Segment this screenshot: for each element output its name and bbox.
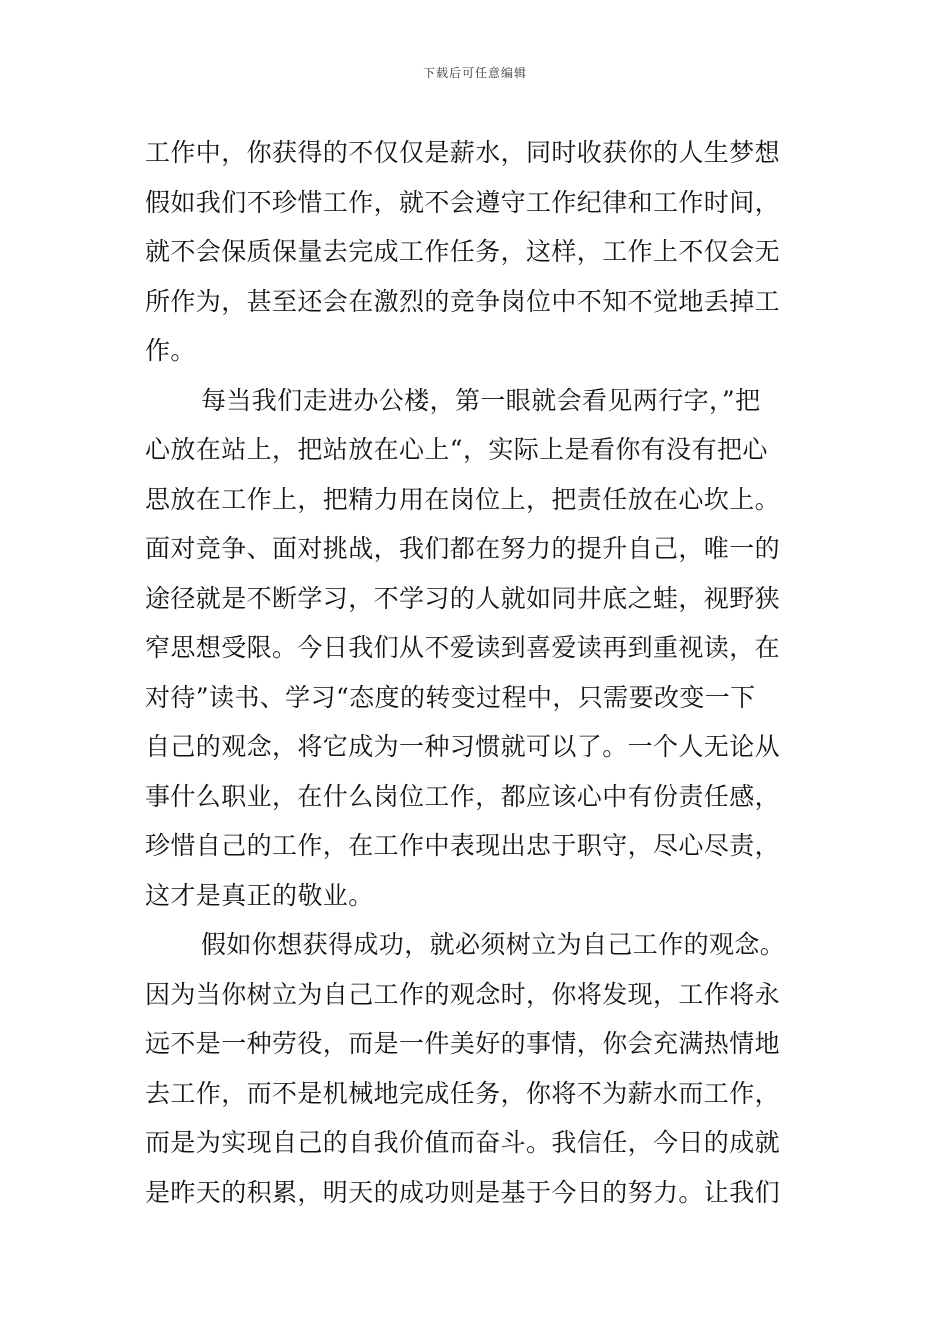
page-header: 下载后可任意编辑 [422, 66, 527, 80]
text-line: 作。 [145, 336, 196, 365]
text-line: 思放在工作上，把精力用在岗位上，把责任放在心坎上。 [145, 484, 781, 514]
text-line: 去工作，而不是机械地完成任务，你将不为薪水而工作， [145, 1078, 781, 1108]
text-line: 珍惜自己的工作，在工作中表现出忠于职守，尽心尽责， [145, 831, 781, 860]
text-line: 就不会保质保量去完成工作任务，这样，工作上不仅会无 [145, 237, 781, 266]
text-line: 而是为实现自己的自我价值而奋斗。我信任，今日的成就 [145, 1128, 781, 1157]
text-line: 所作为，甚至还会在激烈的竞争岗位中不知不觉地丢掉工 [145, 286, 781, 316]
text-line: 因为当你树立为自己工作的观念时，你将发现，工作将永 [145, 979, 781, 1009]
text-line: 窄思想受限。今日我们从不爱读到喜爱读再到重视读，在 [145, 633, 781, 662]
text-line: 自己的观念，将它成为一种习惯就可以了。一个人无论从 [145, 732, 781, 761]
text-line: 假如你想获得成功，就必须树立为自己工作的观念。 [201, 930, 786, 959]
text-line: 对待”读书、学习“态度的转变过程中，只需要改变一下 [145, 682, 756, 712]
text-line: 是昨天的积累，明天的成功则是基于今日的努力。让我们 [145, 1177, 781, 1207]
text-line: 心放在站上，把站放在心上“，实际上是看你有没有把心 [145, 435, 768, 464]
text-line: 假如我们不珍惜工作，就不会遵守工作纪律和工作时间， [145, 187, 781, 217]
document-body [145, 128, 815, 1217]
text-line: 每当我们走进办公楼，第一眼就会看见两行字，”把 [201, 385, 761, 415]
text-line: 远不是一种劳役，而是一件美好的事情，你会充满热情地 [145, 1029, 781, 1058]
text-line: 这才是真正的敬业。 [145, 880, 374, 910]
text-line: 工作中，你获得的不仅仅是薪水，同时收获你的人生梦想 [145, 138, 781, 167]
text-line: 事什么职业，在什么岗位工作，都应该心中有份责任感， [145, 781, 781, 811]
text-line: 途径就是不断学习，不学习的人就如同井底之蛙，视野狭 [145, 583, 781, 613]
text-line: 面对竞争、面对挑战，我们都在努力的提升自己，唯一的 [145, 534, 781, 563]
